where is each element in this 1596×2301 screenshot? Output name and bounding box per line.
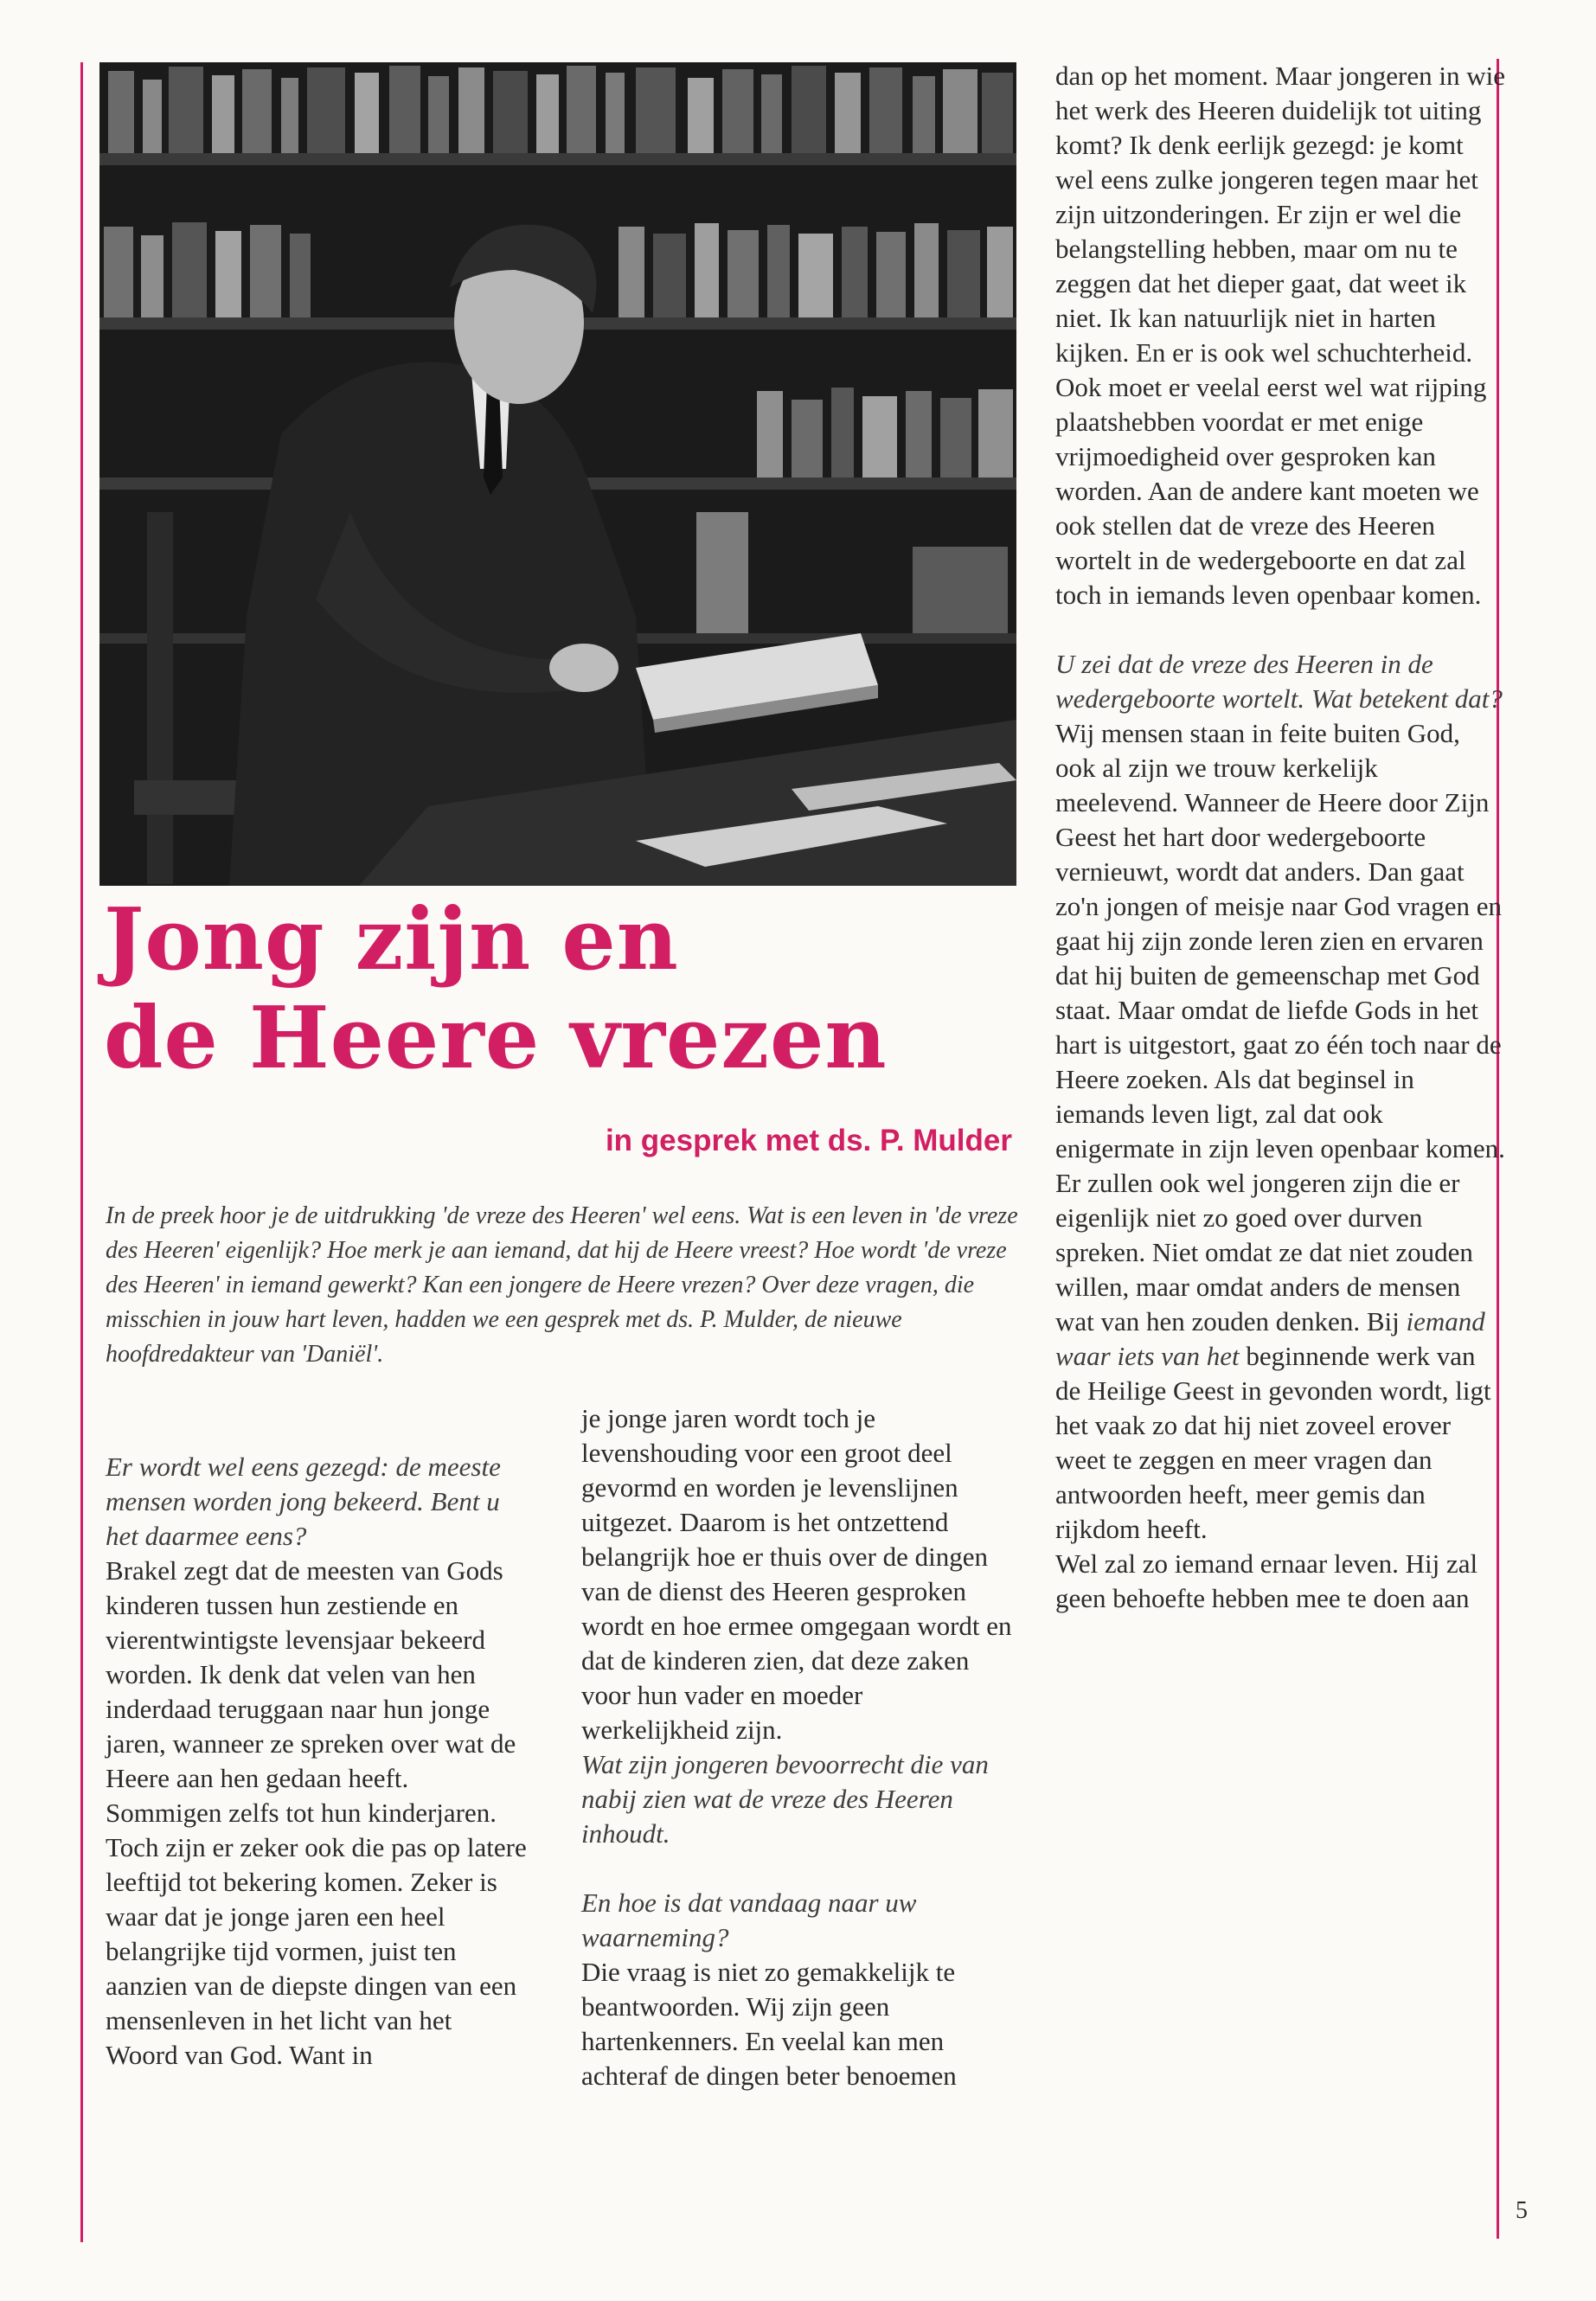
text-column-3 — [1055, 59, 1505, 1616]
question-3: U zei dat de vreze des Heeren in de wedergeboorte wortelt. Wat betekent dat? — [1055, 649, 1503, 714]
text-column-1 — [106, 1450, 529, 2073]
question-2: En hoe is dat vandaag naar uw waarneming? — [581, 1888, 917, 1952]
answer-3-paragraph-2 — [1055, 1166, 1505, 1547]
question-1: Er wordt wel eens gezegd: de meeste mensen worden jong bekeerd. Bent u het daarmee eens? — [106, 1452, 501, 1551]
answer-1: Brakel zegt dat de meesten van Gods kinderen tussen hun zestiende en vierentwintigste levensjaar bekeerd worden. Ik denk dat velen van hen inderdaad teruggaan naar hun jonge jaren, wanneer ze spreken over wat de Heere aan hen gedaan heeft. Sommigen zelfs tot hun kinderjaren. Toch zijn er zeker ook die pas op latere leeftijd tot bekering komen. Zeker is waar dat je jonge jaren een heel belangrijke tijd vormen, juist ten aanzien van de diepste dingen van een mensenleven in het licht van het Woord van God. Want in — [106, 1555, 527, 2070]
article-subtitle: in gesprek met ds. P. Mulder — [605, 1124, 1012, 1157]
page-number: 5 — [1516, 2197, 1528, 2224]
title-line-2: de Heere vrezen — [104, 989, 888, 1088]
answer-1-continued: je jonge jaren wordt toch je levenshouding voor een groot deel gevormd en worden je levenslijnen uitgezet. Daarom is het ontzettend belangrijk hoe er thuis over de dingen van de dienst des Heeren gesproken wordt en hoe ermee omgegaan wordt en dat de kinderen zien, dat deze zaken voor hun vader en moeder werkelijkheid zijn. — [581, 1403, 1012, 1745]
article-intro: In de preek hoor je de uitdrukking 'de vreze des Heeren' wel eens. Wat is een leven in 'de vreze des Heeren' eigenlijk? Hoe merk je aan iemand, dat hij de Heere vreest? Hoe wordt 'de vreze des Heeren' in iemand gewerkt? Kan een jongere de Heere vrezen? Over deze vragen, die misschien in jouw hart leven, hadden we een gesprek met ds. P. Mulder, de nieuwe hoofdredakteur van 'Daniël'. — [106, 1202, 1018, 1368]
answer-3-paragraph-3: Wel zal zo iemand ernaar leven. Hij zal geen behoefte hebben mee te doen aan — [1055, 1548, 1478, 1613]
left-rule — [80, 62, 83, 2242]
answer-3b-rest: beginnende werk van de Heilige Geest in gevonden wordt, ligt het vaak zo dat hij niet zoveel erover weet te zeggen en meer vragen dan antwoorden heeft, meer gemis dan rijkdom heeft. — [1055, 1341, 1491, 1544]
title-line-1: Jong zijn en — [104, 890, 679, 990]
article-photo — [99, 62, 1016, 886]
answer-3b-text: Er zullen ook wel jongeren zijn die er eigenlijk niet zo goed over durven spreken. Niet omdat ze dat niet zouden willen, maar omdat anders de mensen wat van hen zouden denken. Bij — [1055, 1168, 1473, 1336]
answer-3b-italic: iemand waar iets van het — [1055, 1306, 1485, 1371]
answer-2: Die vraag is niet zo gemakkelijk te beantwoorden. Wij zijn geen hartenkenners. En veelal kan men achteraf de dingen beter benoemen — [581, 1957, 957, 2091]
answer-3: Wij mensen staan in feite buiten God, ook al zijn we trouw kerkelijk meelevend. Wanneer de Heere door Zijn Geest het hart door wedergeboorte vernieuwt, wordt dat anders. Dan gaat zo'n jongen of meisje naar God vragen en gaat hij zijn zonde leren zien en ervaren dat hij buiten de gemeenschap met God staat. Maar omdat de liefde Gods in het hart is uitgestort, gaat zo één toch naar de Heere zoeken. Als dat beginsel in iemands leven ligt, zal dat ook enigermate in zijn leven openbaar komen. — [1055, 718, 1505, 1163]
answer-2-continued: dan op het moment. Maar jongeren in wie het werk des Heeren duidelijk tot uiting komt? Ik denk eerlijk gezegd: je komt wel eens zulke jongeren tegen maar het zijn uitzonderingen. Er zijn er wel die belangstelling hebben, maar om nu te zeggen dat het dieper gaat, dat weet ik niet. Ik kan natuurlijk niet in harten kijken. En er is ook wel schuchterheid. Ook moet er veelal eerst wel wat rijping plaatshebben voordat er met enige vrijmoedigheid over gesproken kan worden. Aan de andere kant moeten we ook stellen dat de vreze des Heeren wortelt in de wedergeboorte en dat zal toch in iemands leven openbaar komen. — [1055, 61, 1505, 610]
answer-1-italic: Wat zijn jongeren bevoorrecht die van nabij zien wat de vreze des Heeren inhoudt. — [581, 1749, 989, 1849]
text-column-2 — [581, 1401, 1014, 2093]
article-title — [104, 891, 1038, 1088]
